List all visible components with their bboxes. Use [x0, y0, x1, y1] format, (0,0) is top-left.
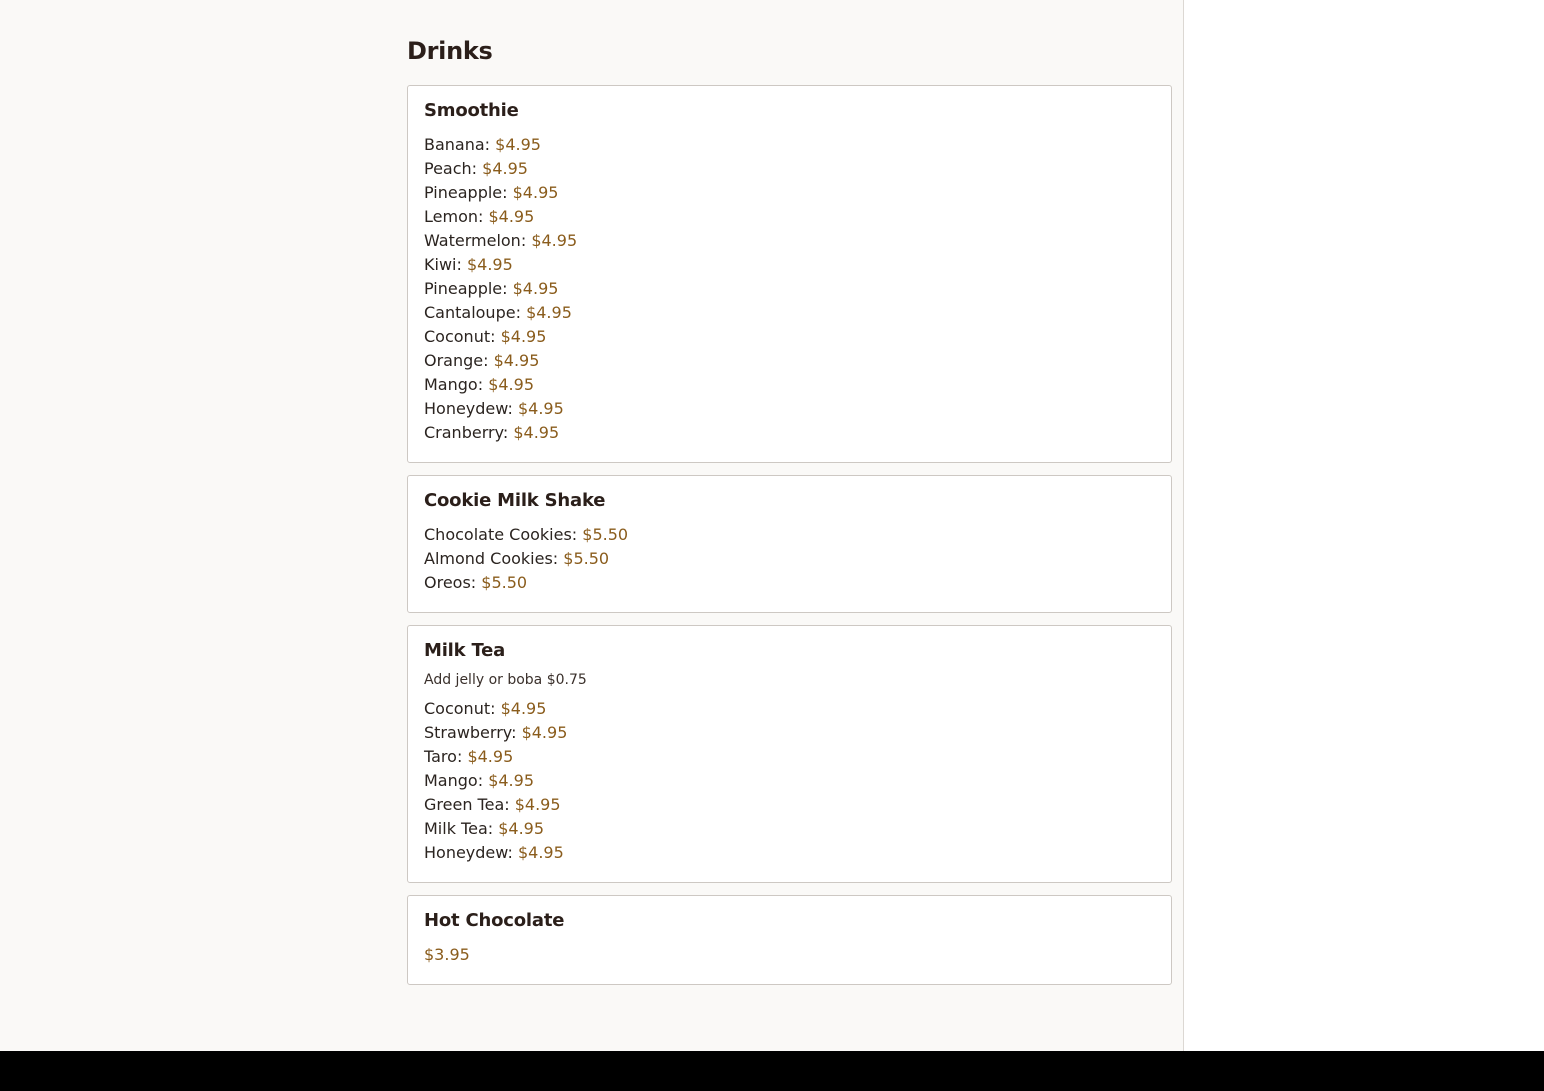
- item-name: Peach:: [424, 159, 478, 178]
- menu-item: [424, 943, 1155, 967]
- menu-item: [424, 793, 1155, 817]
- section-title: Drinks: [407, 37, 493, 65]
- item-price: $4.95: [514, 795, 561, 814]
- item-name: Mango:: [424, 771, 484, 790]
- item-price: $4.95: [513, 423, 560, 442]
- bottom-bar: [0, 1051, 1544, 1091]
- item-price: $4.95: [517, 843, 564, 862]
- item-name: Green Tea:: [424, 795, 510, 814]
- card-title: Cookie Milk Shake: [424, 490, 606, 511]
- item-price: $4.95: [512, 183, 559, 202]
- item-price: $4.95: [495, 135, 541, 154]
- card-title: Hot Chocolate: [424, 910, 565, 931]
- item-price: $4.95: [488, 771, 534, 790]
- menu-item: [424, 421, 1155, 445]
- item-name: Honeydew:: [424, 399, 513, 418]
- item-list: [424, 133, 1155, 445]
- menu-item: [424, 397, 1155, 421]
- item-name: Pineapple:: [424, 183, 508, 202]
- menu-card-cookie-milk-shake: [407, 475, 1172, 613]
- item-price: $4.95: [521, 723, 568, 742]
- item-price: $4.95: [482, 159, 528, 178]
- item-name: Strawberry:: [424, 723, 517, 742]
- item-name: Lemon:: [424, 207, 484, 226]
- menu-item: [424, 745, 1155, 769]
- right-panel: [1184, 0, 1544, 1051]
- menu-item: [424, 325, 1155, 349]
- card-title: Smoothie: [424, 100, 519, 121]
- item-name: Oreos:: [424, 573, 477, 592]
- item-name: Orange:: [424, 351, 489, 370]
- menu-item: [424, 697, 1155, 721]
- item-price: $4.95: [500, 699, 547, 718]
- item-name: Honeydew:: [424, 843, 513, 862]
- menu-item: [424, 571, 1155, 595]
- card-title: Milk Tea: [424, 640, 506, 661]
- item-name: Pineapple:: [424, 279, 508, 298]
- item-name: Almond Cookies:: [424, 549, 559, 568]
- item-price: $4.95: [526, 303, 572, 322]
- menu-card-hot-chocolate: [407, 895, 1172, 985]
- item-price: $4.95: [500, 327, 547, 346]
- item-price: $4.95: [488, 207, 535, 226]
- item-price: $5.50: [481, 573, 528, 592]
- item-list: [424, 697, 1155, 865]
- item-price: $3.95: [424, 945, 470, 964]
- item-price: $5.50: [563, 549, 610, 568]
- card-note: Add jelly or boba $0.75: [424, 672, 587, 688]
- item-name: Cantaloupe:: [424, 303, 521, 322]
- item-price: $4.95: [467, 747, 514, 766]
- item-price: $4.95: [466, 255, 513, 274]
- menu-item: [424, 157, 1155, 181]
- menu-item: [424, 301, 1155, 325]
- drinks-menu: [407, 34, 1172, 997]
- item-price: $4.95: [531, 231, 578, 250]
- menu-item: [424, 349, 1155, 373]
- item-price: $4.95: [498, 819, 545, 838]
- menu-item: [424, 181, 1155, 205]
- item-name: Banana:: [424, 135, 491, 154]
- item-price: $4.95: [493, 351, 540, 370]
- menu-item: [424, 547, 1155, 571]
- item-name: Mango:: [424, 375, 484, 394]
- menu-item: [424, 841, 1155, 865]
- item-price: $4.95: [488, 375, 534, 394]
- item-name: Taro:: [424, 747, 463, 766]
- item-list: [424, 523, 1155, 595]
- item-name: Milk Tea:: [424, 819, 494, 838]
- item-price: $4.95: [517, 399, 564, 418]
- item-price: $4.95: [512, 279, 559, 298]
- menu-item: [424, 523, 1155, 547]
- menu-card-milk-tea: [407, 625, 1172, 883]
- menu-item: [424, 373, 1155, 397]
- menu-item: [424, 205, 1155, 229]
- item-name: Kiwi:: [424, 255, 462, 274]
- menu-item: [424, 817, 1155, 841]
- item-name: Watermelon:: [424, 231, 527, 250]
- menu-item: [424, 721, 1155, 745]
- item-name: Coconut:: [424, 327, 496, 346]
- item-price: $5.50: [582, 525, 629, 544]
- menu-item: [424, 769, 1155, 793]
- menu-item: [424, 253, 1155, 277]
- item-name: Chocolate Cookies:: [424, 525, 578, 544]
- menu-item: [424, 229, 1155, 253]
- menu-item: [424, 133, 1155, 157]
- item-name: Coconut:: [424, 699, 496, 718]
- menu-card-smoothie: [407, 85, 1172, 463]
- menu-item: [424, 277, 1155, 301]
- item-name: Cranberry:: [424, 423, 509, 442]
